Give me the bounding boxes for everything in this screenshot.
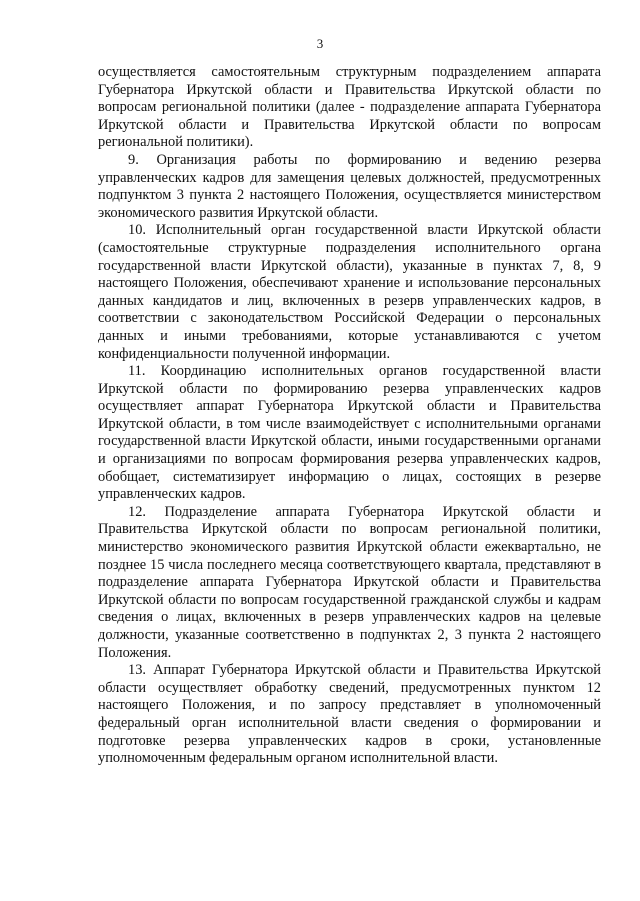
paragraph-13: 13. Аппарат Губернатора Иркутской области и Правительства Иркутской области осуществляет обработку сведений, предусмотренных пунктом 12 настоящего Положения, и по запросу представляет в уполномоченный федеральный орган исполнительной власти сведения о формировании и подготовке резерва управленческих кадров в сроки, установленные уполномоченным федеральным органом исполнительной власти. (98, 662, 601, 767)
page-number: 3 (316, 36, 324, 51)
paragraph-10: 10. Исполнительный орган государственной власти Иркутской области (самостоятельные структурные подразделения исполнительного органа государственной власти Иркутской области), указанные в пунктах 7, 8, 9 настоящего Положения, обеспечивают хранение и использование персональных данных кандидатов и лиц, включенных в резерв управленческих кадров, в соответствии с законодательством Российской Федерации о персональных данных и иными требованиями, которые устанавливаются с учетом конфиденциальности полученной информации. (98, 222, 601, 362)
paragraph-9: 9. Организация работы по формированию и ведению резерва управленческих кадров для замещения целевых должностей, предусмотренных подпунктом 3 пункта 2 настоящего Положения, осуществляется министерством экономического развития Иркутской области. (98, 151, 601, 221)
paragraph-12: 12. Подразделение аппарата Губернатора Иркутской области и Правительства Иркутской области по вопросам региональной политики, министерство экономического развития Иркутской области ежеквартально, не позднее 15 числа последнего месяца соответствующего квартала, представляют в подразделение аппарата Губернатора Иркутской области и Правительства Иркутской области по вопросам государственной гражданской службы и кадрам сведения о лицах, включенных в резерв управленческих кадров на целевые должности, указанные соответственно в подпунктах 2, 3 пункта 2 настоящего Положения. (98, 503, 601, 661)
document-body (98, 64, 601, 768)
paragraph-continuation: осуществляется самостоятельным структурным подразделением аппарата Губернатора Иркутской области и Правительства Иркутской области по вопросам региональной политики (далее - подразделение аппарата Губернатора Иркутской области и Правительства Иркутской области по вопросам региональной политики). (98, 64, 601, 151)
paragraph-11: 11. Координацию исполнительных органов государственной власти Иркутской области по формированию резерва управленческих кадров осуществляет аппарат Губернатора Иркутской области и Правительства Иркутской области, в том числе взаимодействует с исполнительными органами государственной власти Иркутской области, иными государственными органами и организациями по вопросам формирования резерва управленческих кадров, обобщает, систематизирует информацию о лицах, состоящих в резерве управленческих кадров. (98, 363, 601, 503)
